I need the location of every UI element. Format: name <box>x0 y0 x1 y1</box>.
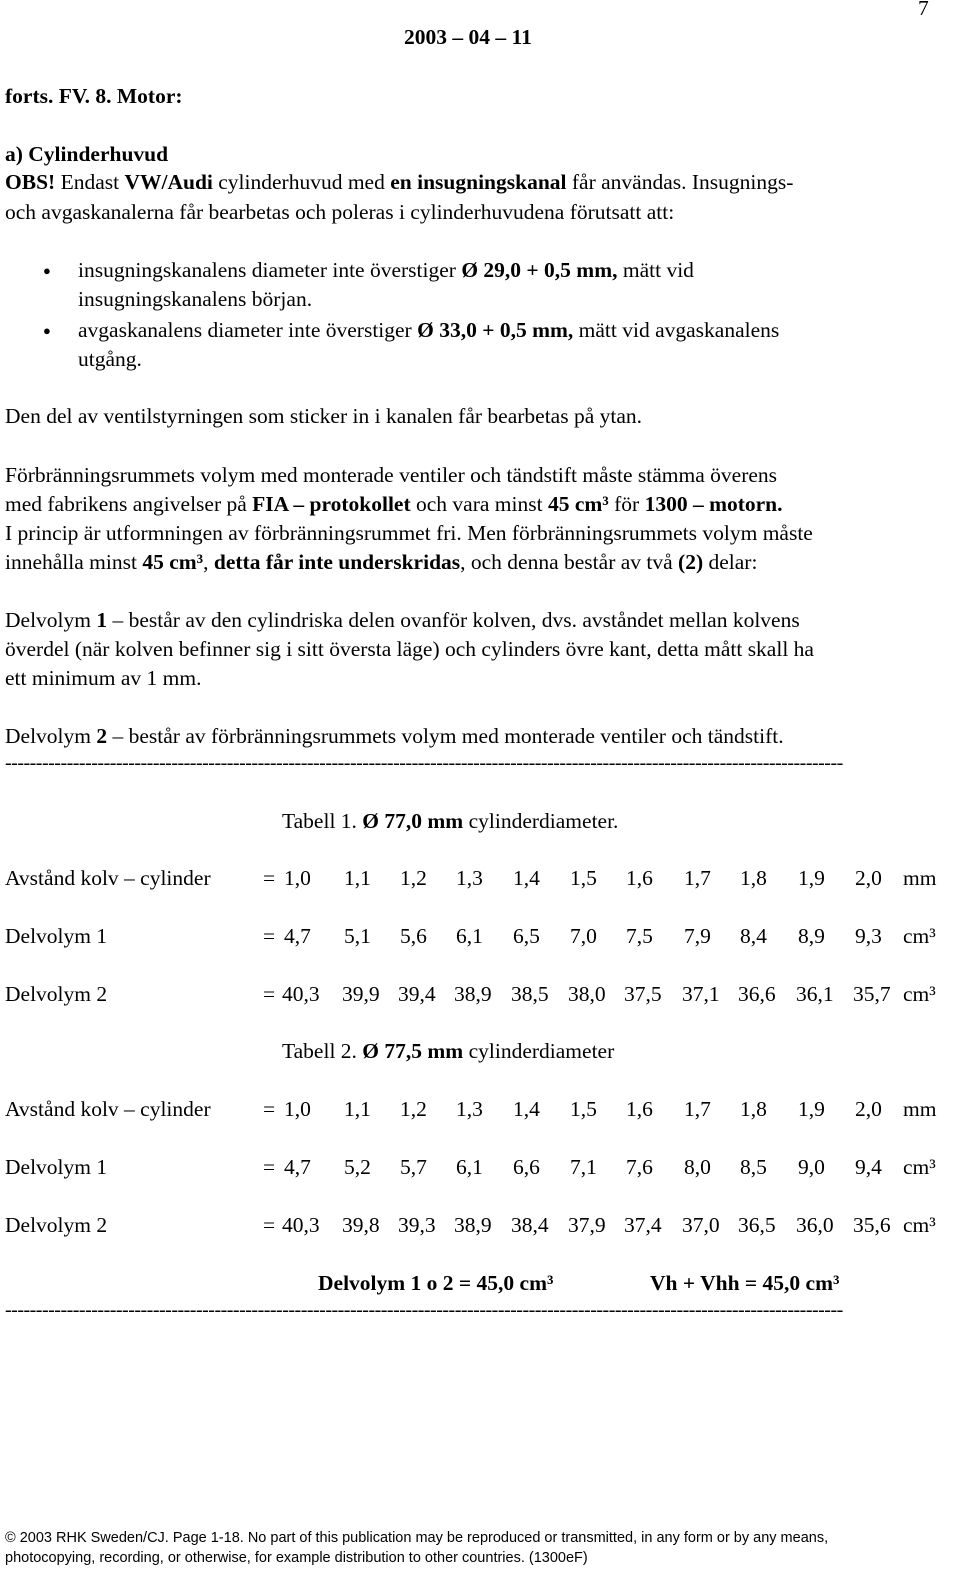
equals-sign: = <box>263 924 276 948</box>
separator-line: ---------------------------------------------------------------------------------------------------------------------------------------- <box>5 752 843 774</box>
table-cell: 1,9 <box>798 866 825 890</box>
table-cell: 6,5 <box>513 924 540 948</box>
table-cell: 38,0 <box>568 982 606 1006</box>
table-cell: 36,0 <box>796 1213 834 1237</box>
table-cell: 5,7 <box>400 1155 427 1179</box>
table-cell: 1,6 <box>626 866 653 890</box>
table-cell: 1,4 <box>513 1097 540 1121</box>
table-cell: 39,3 <box>398 1213 436 1237</box>
table-cell: 1,8 <box>740 1097 767 1121</box>
valve-note: Den del av ventilstyrningen som sticker in i kanalen får bearbetas på ytan. <box>5 404 643 428</box>
delvolym1-line2: överdel (när kolven befinner sig i sitt översta läge) och cylinders övre kant, detta mått skall ha <box>5 637 814 661</box>
row-label: Avstånd kolv – cylinder <box>5 1097 211 1121</box>
table-cell: 8,4 <box>740 924 767 948</box>
unit-label: cm³ <box>903 924 936 948</box>
table-cell: 35,7 <box>853 982 891 1006</box>
unit-label: mm <box>903 866 937 890</box>
unit-label: mm <box>903 1097 937 1121</box>
table-cell: 36,6 <box>738 982 776 1006</box>
table-cell: 7,0 <box>570 924 597 948</box>
equals-sign: = <box>263 982 276 1006</box>
table-cell: 1,2 <box>400 1097 427 1121</box>
row-label: Delvolym 2 <box>5 1213 108 1237</box>
bullet2-line2: utgång. <box>78 347 142 371</box>
row-label: Delvolym 1 <box>5 1155 108 1179</box>
table-cell: 37,5 <box>624 982 662 1006</box>
page-number: 7 <box>918 0 929 20</box>
table-cell: 1,4 <box>513 866 540 890</box>
table-cell: 38,9 <box>454 1213 492 1237</box>
row-label: Delvolym 2 <box>5 982 108 1006</box>
subsection-title: a) Cylinderhuvud <box>5 142 169 166</box>
delvolym2-line: Delvolym 2 – består av förbränningsrummets volym med monterade ventiler och tändstift. <box>5 724 784 748</box>
table-cell: 39,8 <box>342 1213 380 1237</box>
table-cell: 1,7 <box>684 1097 711 1121</box>
table-cell: 9,0 <box>798 1155 825 1179</box>
table-cell: 6,1 <box>456 1155 483 1179</box>
equals-sign: = <box>263 1097 276 1121</box>
delvolym1-line3: ett minimum av 1 mm. <box>5 666 202 690</box>
table-cell: 1,5 <box>570 866 597 890</box>
combustion-line4: innehålla minst 45 cm³, detta får inte underskridas, och denna består av två (2) delar: <box>5 550 758 574</box>
combustion-line2: med fabrikens angivelser på FIA – protokollet och vara minst 45 cm³ för 1300 – motorn. <box>5 492 783 516</box>
table-cell: 2,0 <box>855 866 882 890</box>
table-cell: 1,7 <box>684 866 711 890</box>
table-cell: 1,0 <box>284 1097 311 1121</box>
table-cell: 1,2 <box>400 866 427 890</box>
table-cell: 37,1 <box>682 982 720 1006</box>
table-cell: 6,6 <box>513 1155 540 1179</box>
document-date: 2003 – 04 – 11 <box>404 25 532 49</box>
table-cell: 37,9 <box>568 1213 606 1237</box>
table-cell: 7,1 <box>570 1155 597 1179</box>
equals-sign: = <box>263 1155 276 1179</box>
table-cell: 1,0 <box>284 866 311 890</box>
bullet-icon: ● <box>43 323 51 338</box>
table-cell: 5,6 <box>400 924 427 948</box>
table-cell: 8,9 <box>798 924 825 948</box>
bullet1-line1: insugningskanalens diameter inte överstiger Ø 29,0 + 0,5 mm, mätt vid <box>78 258 694 282</box>
copyright-footer <box>5 1528 828 1568</box>
combustion-line3: I princip är utformningen av förbränningsrummet fri. Men förbränningsrummets volym måste <box>5 521 813 545</box>
summary-vh: Vh + Vhh = 45,0 cm³ <box>650 1271 840 1295</box>
table-cell: 40,3 <box>282 982 320 1006</box>
table-cell: 38,9 <box>454 982 492 1006</box>
table-cell: 35,6 <box>853 1213 891 1237</box>
table-cell: 9,3 <box>855 924 882 948</box>
obs-paragraph-line1: OBS! Endast VW/Audi cylinderhuvud med en insugningskanal får användas. Insugnings- <box>5 170 794 194</box>
table-cell: 1,5 <box>570 1097 597 1121</box>
table-cell: 40,3 <box>282 1213 320 1237</box>
table-cell: 7,9 <box>684 924 711 948</box>
table-cell: 7,6 <box>626 1155 653 1179</box>
table-cell: 1,1 <box>344 866 371 890</box>
table2-title: Tabell 2. Ø 77,5 mm cylinderdiameter <box>282 1039 615 1063</box>
table-cell: 6,1 <box>456 924 483 948</box>
bullet2-line1: avgaskanalens diameter inte överstiger Ø 33,0 + 0,5 mm, mätt vid avgaskanalens <box>78 318 780 342</box>
table-cell: 9,4 <box>855 1155 882 1179</box>
unit-label: cm³ <box>903 982 936 1006</box>
bullet-icon: ● <box>43 263 51 278</box>
table-cell: 1,3 <box>456 1097 483 1121</box>
footer-line1: © 2003 RHK Sweden/CJ. Page 1-18. No part of this publication may be reproduced or transmitted, in any form or by any means, <box>5 1530 829 1546</box>
table-cell: 5,1 <box>344 924 371 948</box>
obs-paragraph-line2: och avgaskanalerna får bearbetas och poleras i cylinderhuvudena förutsatt att: <box>5 200 675 224</box>
summary-delvolym: Delvolym 1 o 2 = 45,0 cm³ <box>318 1271 554 1295</box>
unit-label: cm³ <box>903 1213 936 1237</box>
table-cell: 7,5 <box>626 924 653 948</box>
table-cell: 38,4 <box>511 1213 549 1237</box>
table-cell: 36,1 <box>796 982 834 1006</box>
equals-sign: = <box>263 1213 276 1237</box>
unit-label: cm³ <box>903 1155 936 1179</box>
bullet1-line2: insugningskanalens början. <box>78 287 313 311</box>
table-cell: 5,2 <box>344 1155 371 1179</box>
table-cell: 37,4 <box>624 1213 662 1237</box>
equals-sign: = <box>263 866 276 890</box>
table1-title: Tabell 1. Ø 77,0 mm cylinderdiameter. <box>282 809 619 833</box>
combustion-line1: Förbränningsrummets volym med monterade ventiler och tändstift måste stämma överens <box>5 463 778 487</box>
table-cell: 38,5 <box>511 982 549 1006</box>
table-cell: 1,6 <box>626 1097 653 1121</box>
table-cell: 37,0 <box>682 1213 720 1237</box>
table-cell: 8,5 <box>740 1155 767 1179</box>
table-cell: 4,7 <box>284 924 311 948</box>
table-cell: 39,9 <box>342 982 380 1006</box>
table-cell: 1,1 <box>344 1097 371 1121</box>
section-heading: forts. FV. 8. Motor: <box>5 84 183 108</box>
row-label: Avstånd kolv – cylinder <box>5 866 211 890</box>
table-cell: 1,8 <box>740 866 767 890</box>
row-label: Delvolym 1 <box>5 924 108 948</box>
footer-line2: photocopying, recording, or otherwise, for example distribution to other countries. (1300eF) <box>5 1550 588 1566</box>
delvolym1-line1: Delvolym 1 – består av den cylindriska delen ovanför kolven, dvs. avståndet mellan kolvens <box>5 608 800 632</box>
table-cell: 1,3 <box>456 866 483 890</box>
table-cell: 4,7 <box>284 1155 311 1179</box>
table-cell: 8,0 <box>684 1155 711 1179</box>
table-cell: 1,9 <box>798 1097 825 1121</box>
table-cell: 2,0 <box>855 1097 882 1121</box>
table-cell: 39,4 <box>398 982 436 1006</box>
separator-line: ---------------------------------------------------------------------------------------------------------------------------------------- <box>5 1299 843 1321</box>
table-cell: 36,5 <box>738 1213 776 1237</box>
